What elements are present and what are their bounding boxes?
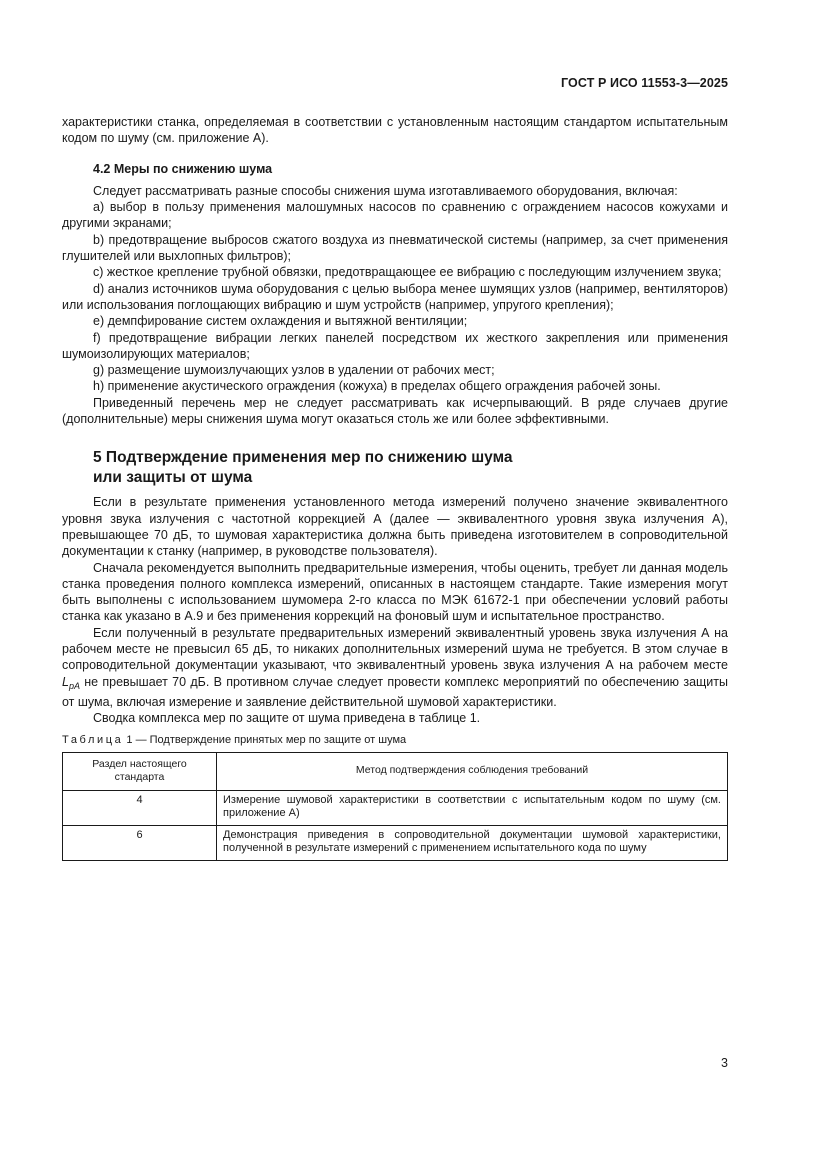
row-method-cell: Измерение шумовой характеристики в соответствии с испытательным кодом по шуму (см. приложение А) xyxy=(217,790,728,825)
symbol-subscript-pA: pA xyxy=(68,680,80,691)
section-5-title xyxy=(93,448,728,488)
list-item-a: a) выбор в пользу применения малошумных насосов по сравнению с ограждением насосов кожухами и другими экранами; xyxy=(62,200,728,231)
page-body xyxy=(62,114,728,861)
table-caption xyxy=(62,733,728,747)
table-caption-label: Таблица xyxy=(62,733,124,746)
table-caption-text: 1 — Подтверждение принятых мер по защите от шума xyxy=(123,733,407,746)
symbol-L: L xyxy=(62,674,69,689)
subsection-4-2-closing: Приведенный перечень мер не следует рассматривать как исчерпывающий. В ряде случаев другие (дополнительные) меры снижения шума могут оказаться столь же или более эффективными. xyxy=(62,395,728,427)
intro-paragraph: характеристики станка, определяемая в соответствии с установленным настоящим стандартом испытательным кодом по шуму (см. приложение А). xyxy=(62,115,728,146)
measures-table xyxy=(62,752,728,861)
list-item-c: c) жесткое крепление трубной обвязки, предотвращающее ее вибрацию с последующим излучением звука; xyxy=(93,265,722,280)
header-section: Раздел настоящего стандарта xyxy=(63,752,217,790)
table-row xyxy=(63,825,728,860)
section-5-title-line-2: или защиты от шума xyxy=(93,469,253,487)
list-item-b: b) предотвращение выбросов сжатого воздуха из пневматической системы (например, за счет применения глушителей или выхлопных фильтров); xyxy=(62,232,728,264)
header-method: Метод подтверждения соблюдения требований xyxy=(217,752,728,790)
paragraph-3-end: не превышает 70 дБ. В противном случае следует провести комплекс мероприятий по обеспечению защиты от шума, включая измерение и заявление действительной шумовой характеристики. xyxy=(62,674,728,709)
section-5-paragraph-1: Если в результате применения установленного метода измерений получено значение эквивалентного уровня звука излучения с частотной коррекцией А (далее — эквивалентного уровня звука излучения А), превышающее 70 дБ, то шумовая характеристика должна быть приведена изготовителем в сопроводительной документации к станку (например, в руководстве пользователя). xyxy=(62,495,728,559)
section-5-paragraph-3 xyxy=(62,625,728,710)
standard-code-header: ГОСТ Р ИСО 11553-3—2025 xyxy=(561,76,728,90)
section-5-paragraph-4: Сводка комплекса мер по защите от шума приведена в таблице 1. xyxy=(93,711,481,726)
subsection-4-2-lead: Следует рассматривать разные способы снижения шума изготавливаемого оборудования, включая: xyxy=(93,183,678,198)
row-method-cell: Демонстрация приведения в сопроводительной документации шумовой характеристики, полученной в результате измерений с применением испытательного кода по шуму xyxy=(217,825,728,860)
list-item-d: d) анализ источников шума оборудования с целью выбора менее шумящих узлов (например, вентиляторов) или использования поглощающих вибрацию и шум устройств (например, упругого крепления); xyxy=(62,281,728,312)
paragraph-3-start: Если полученный в результате предварительных измерений эквивалентный уровень звука излучения А на рабочем месте не превысил 65 дБ, то никаких дополнительных измерений шума не требуется. В этом случае в сопроводительной документации указывают, что эквивалентный уровень звука излучения А на рабочем месте xyxy=(62,625,728,673)
row-section-cell: 6 xyxy=(63,825,217,860)
row-section-cell: 4 xyxy=(63,790,217,825)
table-row xyxy=(63,790,728,825)
list-item-h: h) применение акустического ограждения (кожуха) в пределах общего ограждения рабочей зоны. xyxy=(93,379,661,394)
page-number: 3 xyxy=(721,1056,728,1070)
list-item-e: e) демпфирование систем охлаждения и вытяжной вентиляции; xyxy=(93,314,468,329)
list-item-f: f) предотвращение вибрации легких панелей посредством их жесткого закрепления или применения шумоизолирующих материалов; xyxy=(62,330,728,361)
list-item-g: g) размещение шумоизлучающих узлов в удалении от рабочих мест; xyxy=(93,363,495,378)
section-5-title-line-1: 5 Подтверждение применения мер по снижению шума xyxy=(93,449,513,467)
section-5-paragraph-2: Сначала рекомендуется выполнить предварительные измерения, чтобы оценить, требует ли данная модель станка проведения полного комплекса измерений, описанных в настоящем стандарте. Такие измерения могут быть выполнены с использованием шумомера 2-го класса по МЭК 61672-1 при обеспечении условий работы станка как указано в А.9 и без применения коррекций на фоновый шум и испытательное пространство. xyxy=(62,560,728,624)
subsection-4-2-title: 4.2 Меры по снижению шума xyxy=(93,161,273,176)
table-header-row xyxy=(63,752,728,790)
